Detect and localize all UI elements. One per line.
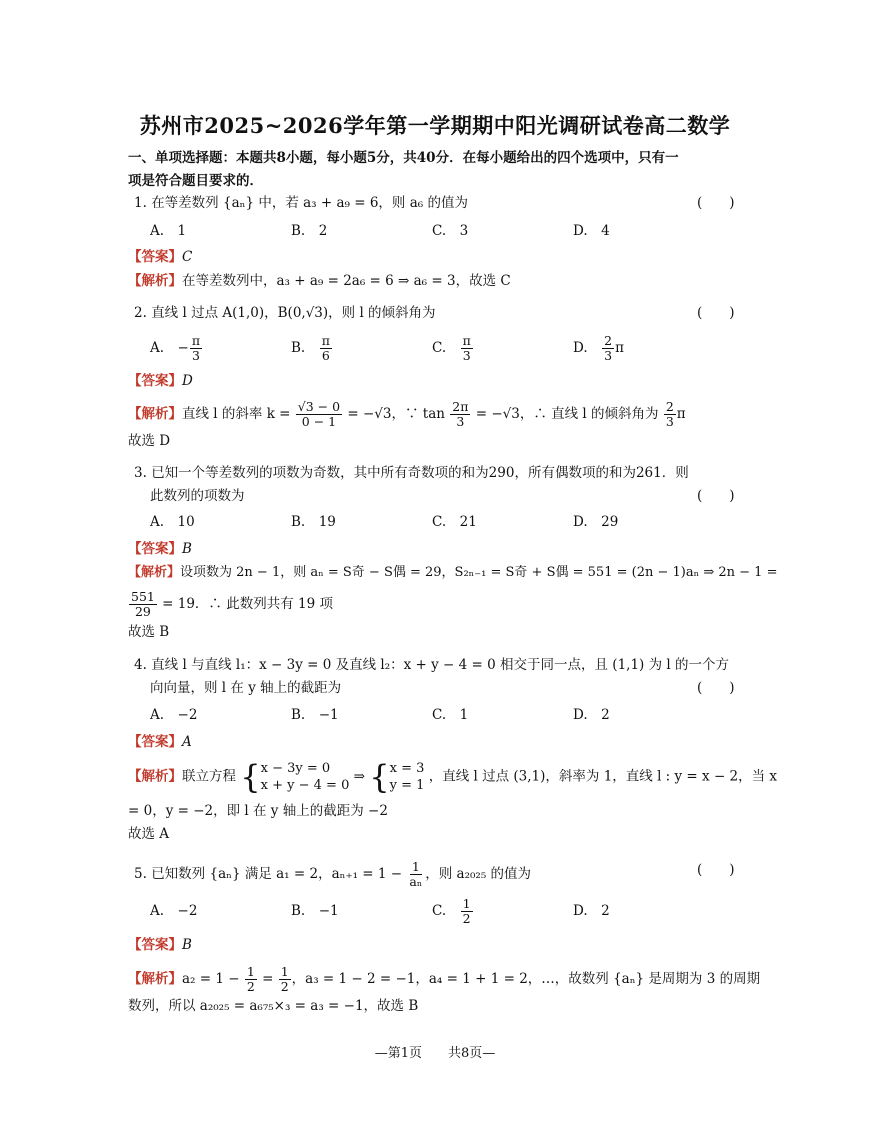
option-b: B. 2 [291, 223, 328, 239]
question-stem: 已知一个等差数列的项数为奇数，其中所有奇数项的和为290，所有偶数项的和为261．则 [151, 465, 689, 481]
answer-line [128, 539, 192, 559]
answer-blank: ( ) [697, 680, 735, 696]
answer-label: 【答案】 [128, 373, 182, 389]
fraction: $\frac{1}{\text{aₙ}}$ [409, 859, 423, 889]
option-c: C. 21 [432, 514, 477, 530]
conclusion-line: 故选 A [128, 826, 170, 842]
answer-value: B [182, 541, 192, 557]
option-a: A. 1 [150, 223, 187, 239]
option-d: D. $\frac{2}{3}$ π [573, 333, 624, 363]
option-b: B. −1 [291, 903, 339, 919]
fraction: $\frac{\pi}{3}$ [462, 333, 471, 363]
answer-label: 【答案】 [128, 734, 182, 750]
answer-value: A [182, 734, 192, 750]
question-stem: 直线 l 与直线 l₁：x − 3y = 0 及直线 l₂：x + y − 4 = 0 相交于同一点，且 (1,1) 为 l 的一个方 [151, 657, 730, 673]
fraction: $\frac{551}{29}$ [131, 589, 155, 619]
analysis-line: 【解析】设项数为 2n − 1，则 aₙ = S奇 − S偶 = 29，S₂ₙ₋₁ = S奇 + S偶 = 551 = (2n − 1)aₙ ⇒ 2n − 1 = [128, 565, 778, 580]
analysis-line: 【解析】联立方程 { x − 3y = 0 x + y − 4 = 0 ⇒ { x = 3 y = 1 ，直线 l 过点 (3,1)，斜率为 1，直线 l : y = x − 2，当 x [128, 758, 778, 796]
option-d: D. 2 [573, 903, 610, 919]
analysis-text: 在等差数列中，a₃ + a₉ = 2a₆ = 6 ⇒ a₆ = 3，故选 C [182, 273, 511, 289]
option-d: D. 29 [573, 514, 619, 530]
solution-system: { x = 3 y = 1 [369, 758, 425, 796]
option-c: C. 1 [432, 707, 469, 723]
conclusion-line: 故选 B [128, 624, 170, 640]
section-heading: 一、单项选择题：本题共8小题，每小题5分，共40分．在每小题给出的四个选项中，只有一 [128, 150, 679, 166]
option-a: A. 10 [150, 514, 195, 530]
analysis-line [128, 271, 511, 291]
section-heading-cont: 项是符合题目要求的． [128, 173, 263, 189]
answer-blank: ( ) [697, 862, 735, 878]
fraction: $\frac{\pi}{3}$ [191, 333, 201, 363]
analysis-line: 【解析】a₂ = 1 − $\frac{1}{2}$ = $\frac{1}{2}$ ，a₃ = 1 − 2 = −1，a₄ = 1 + 1 = 2，…，故数列 {aₙ} 是周期为 3 的周期 [128, 964, 761, 994]
option-b: B. $\frac{\pi}{6}$ [291, 333, 330, 363]
question-number: 5. [134, 866, 147, 882]
fraction: $\frac{2\pi}{3}$ [452, 399, 469, 429]
question-stem: 直线 l 过点 A(1,0)，B(0,√3)，则 l 的倾斜角为 [151, 305, 436, 321]
answer-label: 【答案】 [128, 541, 182, 557]
conclusion-line: 故选 D [128, 433, 171, 449]
analysis-label: 【解析】 [128, 406, 182, 422]
analysis-label: 【解析】 [128, 971, 182, 987]
analysis-label: 【解析】 [128, 565, 181, 580]
fraction: $\frac{2}{3}$ [604, 333, 613, 363]
option-b: B. −1 [291, 707, 339, 723]
answer-line [128, 732, 192, 752]
question-number: 1. [134, 195, 147, 211]
question-number: 3. [134, 465, 147, 481]
option-c: C. $\frac{1}{2}$ [432, 896, 471, 926]
exam-page: 苏州市2025~2026学年第一学期期中阳光调研试卷高二数学 一、单项选择题：本题共8小题，每小题5分，共40分．在每小题给出的四个选项中，只有一 项是符合题目要求的． 1. 在等差数列 {aₙ} 中，若 a₃ + a₉ = 6，则 a₆ 的值为 ( ) A. 1 B. 2 C. 3 D. 4 【答案】C 【解析】在等差数列中，a₃ + a₉ = 2a₆ = 6 ⇒ a₆ = 3，故选 C 2. 直线 l 过点 A(1,0)，B(0,√3)，则 l 的倾斜角为 ( ) A. − $\frac{\pi}{3}$ B. $\frac{\pi}{6}$ C. $\frac{\pi}{3}$ D. $\frac{2}{3}$ π 【答案】D 【解析】直线 l 的斜率 k = $\frac{√3 - 0}{0 - 1}$ = −√3，∵ tan $\frac{2\pi}{3}$ = −√3，∴ 直线 l 的倾斜角为 $\frac{2}{3}$ π 故选 D 3. 已知一个等差数列的项数为奇数，其中所有奇数项的和为290，所有偶数项的和为261．则 此数列的项数为 ( ) A. 10 B. 19 C. 21 D. 29 【答案】B 【解析】设项数为 2n − 1，则 aₙ = S奇 − S偶 = 29，S₂ₙ₋₁ = S奇 + S偶 = 551 = (2n − 1)aₙ ⇒ 2n − 1 = $\frac{551}{29}$ = 19．∴ 此数列共有 19 项 故选 B 4. 直线 l 与直线 l₁：x − 3y = 0 及直线 l₂：x + y − 4 = 0 相交于同一点，且 (1,1) 为 l 的一个方 向向量，则 l 在 y 轴上的截距为 ( ) A. −2 B. −1 C. 1 D. 2 【答案】A 【解析】联立方程 { x − 3y = 0 x + y − 4 = 0 ⇒ { x = 3 y = 1 ，直线 l 过点 (3,1)，斜率为 1，直线 l : y = x − 2，当 x = 0，y = −2，即 l 在 y 轴上的截距为 −2 故选 A 5. 已知数列 {aₙ} 满足 a₁ = 2，aₙ₊₁ = 1 − $\frac{1}{\text{aₙ}}$ ，则 a₂₀₂₅ 的值为 ( ) A. −2 B. −1 C. $\frac{1}{2}$ D. 2 【答案】B 【解析】a₂ = 1 − $\frac{1}{2}$ = $\frac{1}{2}$ ，a₃ = 1 − 2 = −1，a₄ = 1 + 1 = 2，…，故数列 {aₙ} 是周期为 3 的周期 数列，所以 a₂₀₂₅ = a₆₇₅×₃ = a₃ = −1，故选 B —第1页 共8页— [0, 0, 870, 1126]
answer-line [128, 371, 193, 391]
option-d: D. 2 [573, 707, 610, 723]
question-stem-cont: 向向量，则 l 在 y 轴上的截距为 [150, 680, 342, 696]
page-footer: —第1页 共8页— [374, 1046, 496, 1061]
fraction: $\frac{1}{2}$ [462, 896, 471, 926]
fraction: $\frac{2}{3}$ [665, 399, 674, 429]
answer-label: 【答案】 [128, 249, 182, 265]
fraction: $\frac{√3 - 0}{0 - 1}$ [297, 399, 341, 429]
analysis-line: 【解析】直线 l 的斜率 k = $\frac{√3 - 0}{0 - 1}$ = −√3，∵ tan $\frac{2\pi}{3}$ = −√3，∴ 直线 l 的倾斜角为 $\frac{2}{3}$ π [128, 399, 686, 429]
question-number: 2. [134, 305, 147, 321]
option-c: C. $\frac{\pi}{3}$ [432, 333, 471, 363]
option-a: A. −2 [150, 903, 198, 919]
answer-blank: ( ) [697, 195, 735, 211]
fraction: $\frac{\pi}{6}$ [321, 333, 330, 363]
fraction: $\frac{1}{2}$ [246, 964, 255, 994]
analysis-line-cont: $\frac{551}{29}$ = 19．∴ 此数列共有 19 项 [131, 589, 333, 619]
answer-value: B [182, 937, 192, 953]
answer-line [128, 247, 192, 267]
question-stem: 在等差数列 {aₙ} 中，若 a₃ + a₉ = 6，则 a₆ 的值为 [151, 195, 468, 211]
question-number: 4. [134, 657, 147, 673]
answer-value: D [182, 373, 193, 389]
question-stem-cont: 此数列的项数为 [150, 488, 245, 504]
answer-blank: ( ) [697, 488, 735, 504]
fraction: $\frac{1}{2}$ [280, 964, 289, 994]
analysis-line-cont: 数列，所以 a₂₀₂₅ = a₆₇₅×₃ = a₃ = −1，故选 B [128, 998, 419, 1014]
page-title: 苏州市2025~2026学年第一学期期中阳光调研试卷高二数学 [139, 113, 731, 138]
analysis-label: 【解析】 [128, 768, 182, 785]
option-a: A. − $\frac{\pi}{3}$ [150, 333, 201, 363]
answer-label: 【答案】 [128, 937, 182, 953]
answer-value: C [182, 249, 193, 265]
answer-line [128, 935, 192, 955]
equation-system: { x − 3y = 0 x + y − 4 = 0 [240, 758, 350, 796]
option-a: A. −2 [150, 707, 198, 723]
analysis-label: 【解析】 [128, 273, 182, 289]
option-c: C. 3 [432, 223, 469, 239]
option-b: B. 19 [291, 514, 336, 530]
analysis-line-cont: = 0，y = −2，即 l 在 y 轴上的截距为 −2 [128, 803, 388, 819]
option-d: D. 4 [573, 223, 610, 239]
answer-blank: ( ) [697, 305, 735, 321]
